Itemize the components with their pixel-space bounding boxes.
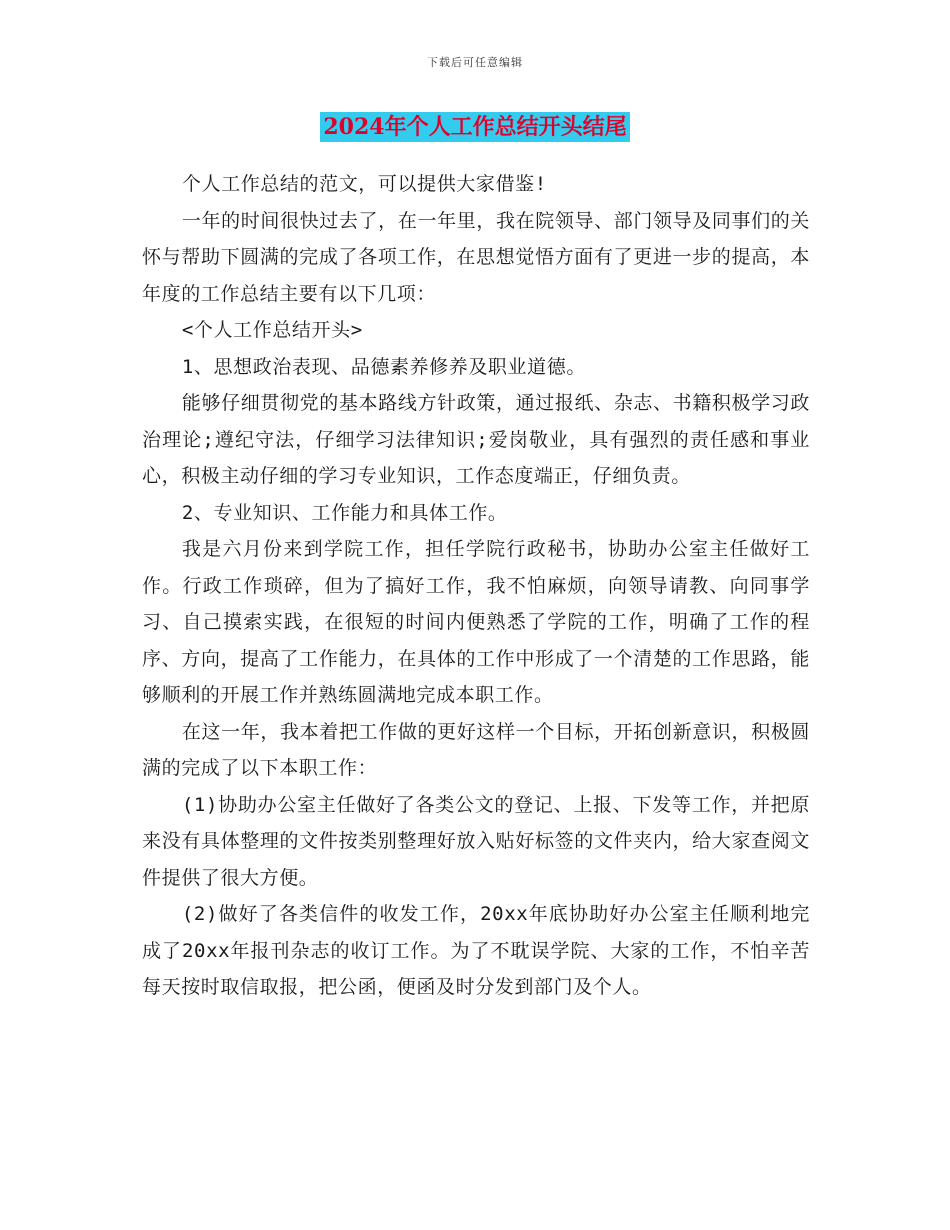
paragraph-overview: 一年的时间很快过去了，在一年里，我在院领导、部门领导及同事们的关怀与帮助下圆满的完成了各项工作，在思想觉悟方面有了更进一步的提高，本年度的工作总结主要有以下几项： bbox=[142, 209, 810, 305]
paragraph-intro: 个人工作总结的范文，可以提供大家借鉴! bbox=[181, 173, 547, 195]
document-title: 2024年个人工作总结开头结尾 bbox=[320, 112, 629, 142]
paragraph-professional-work: 我是六月份来到学院工作，担任学院行政秘书，协助办公室主任做好工作。行政工作琐碎，但为了搞好工作，我不怕麻烦，向领导请教、向同事学习、自己摸索实践，在很短的时间内便熟悉了学院的工作，明确了工作的程序、方向，提高了工作能力，在具体的工作中形成了一个清楚的工作思路，能够顺利的开展工作并熟练圆满地完成本职工作。 bbox=[142, 538, 810, 706]
heading-professional-work: 2、专业知识、工作能力和具体工作。 bbox=[181, 501, 508, 524]
paragraph-political-performance: 能够仔细贯彻党的基本路线方针政策，通过报纸、杂志、书籍积极学习政治理论;遵纪守法，仔细学习法律知识;爱岗敬业，具有强烈的责任感和事业心，积极主动仔细的学习专业知识，工作态度端正，仔细负责。 bbox=[142, 392, 810, 487]
document-body bbox=[142, 166, 810, 1006]
list-item-1: (1)协助办公室主任做好了各类公文的登记、上报、下发等工作，并把原来没有具体整理的文件按类别整理好放入贴好标签的文件夹内，给大家查阅文件提供了很大方便。 bbox=[142, 793, 810, 889]
page-header-note: 下载后可任意编辑 bbox=[427, 56, 523, 69]
heading-political-performance: 1、思想政治表现、品德素养修养及职业道德。 bbox=[181, 355, 586, 378]
list-item-2: (2)做好了各类信件的收发工作，20xx年底协助好办公室主任顺利地完成了20xx年报刊杂志的收订工作。为了不耽误学院、大家的工作，不怕辛苦每天按时取信取报，把公函，便函及时分发到部门及个人。 bbox=[142, 903, 810, 998]
document-title-container bbox=[0, 112, 950, 142]
paragraph-year-goals: 在这一年，我本着把工作做的更好这样一个目标，开拓创新意识，积极圆满的完成了以下本职工作： bbox=[142, 720, 810, 779]
section-marker-opening: <个人工作总结开头> bbox=[181, 319, 363, 341]
